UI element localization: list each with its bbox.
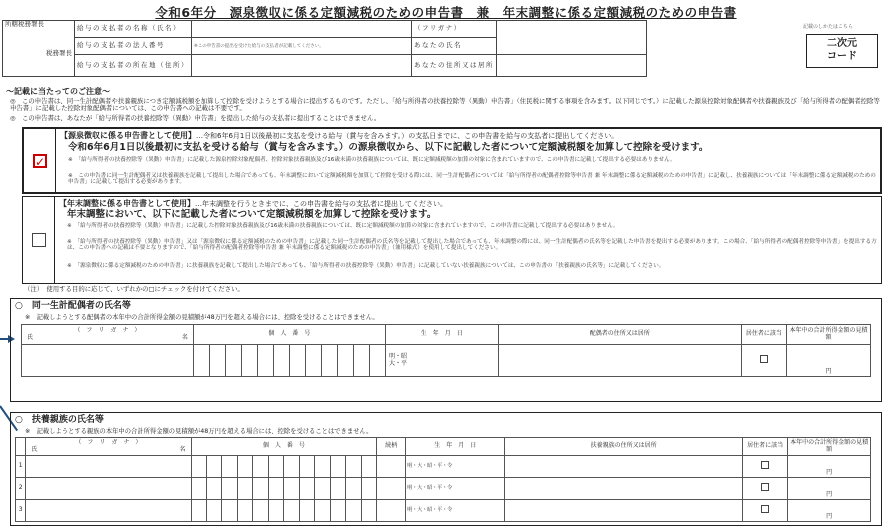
dependents-number-digit[interactable] (299, 456, 314, 478)
dependents-table (15, 437, 871, 522)
payer-number-note: ※この申告書の提出を受けた給与の支払者が記載してください。 (194, 44, 324, 50)
dependents-col-givenname: 名 (179, 445, 186, 453)
dependents-number-digit[interactable] (284, 456, 299, 478)
dependents-number-digit[interactable] (361, 478, 376, 500)
header-table (2, 20, 647, 77)
dependents-row (16, 478, 871, 500)
dependents-resident-checkbox[interactable] (761, 461, 769, 469)
option-year-end-checkbox[interactable] (32, 233, 46, 247)
tax-office-suffix: 税務署長 (46, 49, 72, 58)
note-2: ◎ この申告書は、あなたが「給与所得者の扶養控除等（異動）申告書」を提出した給与の支払者に提出することはできません。 (10, 114, 381, 122)
option-withholding-title: 【源泉徴収に係る申告書として使用】 (60, 131, 196, 140)
dependents-col-name (26, 438, 191, 456)
dependents-number-digit[interactable] (330, 478, 345, 500)
dependents-col-birth: 生 年 月 日 (406, 438, 505, 456)
payer-name-label: 給与の支払者の名称（氏名） (75, 21, 192, 38)
dependents-number-digit[interactable] (346, 456, 361, 478)
option-year-end-note-3: ※ 「源泉徴収に係る定額減税のための申告書」に扶養親族を記載して提出した場合であっても、「給与所得者の扶養控除等（異動）申告書」に記載していない扶養親族については、この申告書の「扶養親族の氏名等」に記載してください。 (67, 263, 665, 269)
dependents-col-surname: 氏 (31, 445, 38, 453)
spouse-number-digit[interactable] (209, 345, 225, 377)
notes-heading: ～記載に当たってのご注意～ (6, 87, 110, 96)
spouse-era-1: 明・昭 (388, 352, 407, 360)
tax-office-label: 所轄税務署長 (5, 20, 44, 28)
spouse-birth-field[interactable] (385, 345, 498, 377)
spouse-col-income: 本年中の合計所得金額の見積額 (786, 325, 870, 345)
spouse-number-digit[interactable] (369, 345, 385, 377)
spouse-col-resident: 居住者に該当 (741, 325, 786, 345)
dependents-birth-field[interactable] (406, 500, 505, 522)
dependents-heading: ○ 扶養親族の氏名等 (15, 415, 104, 425)
document-title: 令和6年分 源泉徴収に係る定額減税のための申告書 兼 年末調整に係る定額減税のための申告書 (155, 5, 737, 20)
spouse-number-digit[interactable] (353, 345, 369, 377)
dependents-number-digit[interactable] (222, 478, 237, 500)
dependents-era: 明・大・昭・平・令 (407, 462, 453, 469)
spouse-table (21, 324, 871, 377)
dependents-relation-field[interactable] (377, 456, 406, 478)
dependents-number-digit[interactable] (284, 500, 299, 522)
option-year-end-note-1: ※ 「給与所得者の扶養控除等（異動）申告書」に記載した控除対象扶養親族及び16歳未満の扶養親族については、既に定額減税額の加算の対象に含まれていますので、この申告書に記載して提出する必要はありません。 (67, 223, 619, 229)
dependents-number-digit[interactable] (207, 456, 222, 478)
dependents-number-digit[interactable] (284, 478, 299, 500)
dependents-row-index: 1 (16, 456, 26, 478)
option-withholding-box (22, 127, 882, 194)
dependents-address-field[interactable] (505, 456, 743, 478)
option-year-end-headline: 年末調整において、以下に記載した者について定額減税額を加算して控除を受けます。 (67, 209, 437, 220)
spouse-heading: ○ 同一生計配偶者の氏名等 (15, 301, 131, 311)
dependents-col-number: 個 人 番 号 (191, 438, 377, 456)
payer-name-field[interactable] (192, 21, 412, 38)
spouse-era-2: 大・平 (388, 359, 407, 367)
instructions-note: 記載のしかたはこちら (803, 24, 854, 30)
dependents-resident-cell (742, 478, 787, 500)
dependents-number-digit[interactable] (253, 500, 268, 522)
payer-address-field[interactable] (192, 55, 412, 77)
your-name-field[interactable] (497, 21, 647, 55)
dependents-resident-checkbox[interactable] (761, 505, 769, 513)
dependents-col-address: 扶養親族の住所又は居所 (505, 438, 743, 456)
dependents-number-digit[interactable] (191, 456, 206, 478)
your-address-field[interactable] (497, 55, 647, 77)
option-withholding-headline: 令和6年6月1日以後最初に支払を受ける給与（賞与を含みます。）の源泉徴収から、以下に記載した者について定額減税額を加算して控除を受けます。 (68, 142, 709, 153)
option-withholding-text (60, 131, 878, 140)
dependents-number-digit[interactable] (346, 478, 361, 500)
dependents-income-field[interactable] (788, 478, 871, 500)
dependents-row (16, 500, 871, 522)
dependents-resident-cell (742, 456, 787, 478)
dependents-number-digit[interactable] (361, 456, 376, 478)
dependents-income-field[interactable] (788, 500, 871, 522)
dependents-address-field[interactable] (505, 478, 743, 500)
spouse-col-givenname: 名 (181, 333, 188, 341)
dependents-number-digit[interactable] (207, 500, 222, 522)
dependents-number-digit[interactable] (237, 478, 252, 500)
dependents-col-furigana: （ フ リ ガ ナ ） (75, 438, 142, 446)
dependents-col-index (16, 438, 26, 456)
your-address-label: あなたの住所又は居所 (412, 55, 497, 77)
dependents-col-relation: 続柄 (377, 438, 406, 456)
note-1: ◎ この申告書は、同一生計配偶者や扶養親族につき定額減税額を加算して控除を受けようとする場合に提出するものです。ただし、「給与所得者の扶養控除等（異動）申告書」（住民税に関する事項を含みます。以下同じです。）に記載した源泉控除対象配偶者や扶養親族及び「給与所得者の配偶者控除等申告書」に記載した控除対象配偶者については、この申告書への記載は不要です。 (10, 97, 880, 113)
payer-number-field[interactable] (192, 38, 412, 55)
dependents-section (10, 412, 882, 526)
dependents-number-digit[interactable] (222, 456, 237, 478)
qr-label-1: 二次元 (827, 38, 857, 49)
spouse-col-birth: 生 年 月 日 (385, 325, 498, 345)
dependents-number-digit[interactable] (253, 456, 268, 478)
option-year-end-text (59, 199, 877, 208)
dependents-number-digit[interactable] (268, 456, 283, 478)
dependents-number-digit[interactable] (330, 456, 345, 478)
dependents-number-digit[interactable] (346, 500, 361, 522)
spouse-col-address: 配偶者の住所又は居所 (498, 325, 741, 345)
dependents-number-digit[interactable] (361, 500, 376, 522)
usage-note: （注） 使用する目的に応じて、いずれかの□にチェックを付けてください。 (24, 285, 244, 293)
dependents-resident-cell (742, 500, 787, 522)
dependents-row-index: 3 (16, 500, 26, 522)
option-year-end-desc: …年末調整を行うときまでに、この申告書を給与の支払者に提出してください。 (195, 200, 447, 208)
option-year-end-title: 【年末調整に係る申告書として使用】 (59, 199, 195, 208)
spouse-number-digit[interactable] (241, 345, 257, 377)
dependents-birth-field[interactable] (406, 456, 505, 478)
spouse-note: ※ 記載しようとする配偶者の本年中の合計所得金額の見積額が48万円を超える場合には、控除を受けることはできません。 (25, 314, 379, 321)
spouse-name-field[interactable] (22, 345, 194, 377)
spouse-resident-checkbox[interactable] (760, 355, 768, 363)
dependents-income-unit: 円 (826, 491, 833, 499)
spouse-col-name (22, 325, 194, 345)
spouse-number-digit[interactable] (273, 345, 289, 377)
dependents-income-field[interactable] (788, 456, 871, 478)
spouse-col-surname: 氏 (27, 333, 34, 341)
dependents-birth-field[interactable] (406, 478, 505, 500)
dependents-col-resident: 居住者に該当 (742, 438, 787, 456)
spouse-col-number: 個 人 番 号 (193, 325, 385, 345)
dependents-number-digit[interactable] (299, 500, 314, 522)
spouse-col-furigana: （ フ リ ガ ナ ） (74, 326, 141, 334)
dependents-relation-field[interactable] (377, 500, 406, 522)
dependents-number-digit[interactable] (315, 478, 330, 500)
dependents-address-field[interactable] (505, 500, 743, 522)
your-name-label: あなたの氏名 (412, 38, 497, 55)
dependents-number-digit[interactable] (191, 500, 206, 522)
dependents-relation-field[interactable] (377, 478, 406, 500)
option-withholding-note-1: ※ 「給与所得者の扶養控除等（異動）申告書」に記載した源泉控除対象配偶者、控除対象扶養親族及び16歳未満の扶養親族については、既に定額減税額の加算の対象に含まれていますので、この申告書に記載して提出する必要はありません。 (68, 157, 676, 163)
qr-code-box[interactable] (806, 34, 878, 68)
dependents-number-digit[interactable] (268, 500, 283, 522)
dependents-number-digit[interactable] (268, 478, 283, 500)
option-year-end-note-2: ※ 「給与所得者の扶養控除等（異動）申告書」又は「源泉徴収に係る定額減税のための申告書」に記載した同一生計配偶者の氏名等を記載して提出した場合であっても、年末調整の際には、同一生計配偶者の氏名等を記載した申告書を提出する必要があります。この場合、「給与所得者の配偶者控除等申告書」を提出する方は、この申告書への記載は不要となりますので、「給与所得者の配偶者控除等申告書 兼 年末調整に係る定額減税のための申告書」（兼用様式）を使用して提出してください。 (67, 239, 877, 252)
option-withholding-checkbox[interactable]: ✓ (35, 155, 46, 169)
qr-label-2: コード (827, 50, 857, 62)
dependents-name-field[interactable] (26, 456, 191, 478)
spouse-number-digit[interactable] (321, 345, 337, 377)
dependents-row (16, 456, 871, 478)
dependents-number-digit[interactable] (315, 456, 330, 478)
spouse-address-field[interactable] (498, 345, 741, 377)
dependents-name-field[interactable] (26, 478, 191, 500)
dependents-era: 明・大・昭・平・令 (407, 484, 453, 491)
dependents-resident-checkbox[interactable] (761, 483, 769, 491)
dependents-income-unit: 円 (826, 513, 833, 521)
dependents-note: ※ 記載しようとする親族の本年中の合計所得金額の見積額が48万円を超える場合には、控除を受けることはできません。 (25, 428, 373, 435)
option-withholding-note-2: ※ この申告書に同一生計配偶者又は扶養親族を記載して提出した場合であっても、年末調整において定額減税額を加算して控除を受ける際には、同一生計配偶者については「給与所得者の配偶者控除等申告書 兼 年末調整に係る定額減税のための申告書」に記載し、扶養親族については「年末調整に係る定額減税のための申告書」に記載して提出する必要があります。 (68, 173, 876, 186)
spouse-number-digit[interactable] (337, 345, 353, 377)
spouse-section (10, 298, 882, 402)
dependents-number-digit[interactable] (222, 500, 237, 522)
spouse-number-digit[interactable] (257, 345, 273, 377)
spouse-number-digit[interactable] (193, 345, 209, 377)
dependents-row-index: 2 (16, 478, 26, 500)
option-withholding-desc: …令和6年6月1日以後最初に支払を受ける給与（賞与を含みます。）の支払日までに、この申告書を給与の支払者に提出してください。 (196, 132, 619, 140)
spouse-income-field[interactable] (786, 345, 870, 377)
dependents-number-digit[interactable] (299, 478, 314, 500)
spouse-resident-cell (741, 345, 786, 377)
dependents-income-unit: 円 (826, 469, 833, 477)
payer-number-label: 給与の支払者の法人番号 (75, 38, 192, 55)
dependents-name-field[interactable] (26, 500, 191, 522)
spouse-number-digit[interactable] (305, 345, 321, 377)
dependents-col-income: 本年中の合計所得金額の見積額 (788, 438, 871, 456)
dependents-number-digit[interactable] (330, 500, 345, 522)
payer-address-label: 給与の支払者の所在地（住所） (75, 55, 192, 77)
dependents-era: 明・大・昭・平・令 (407, 506, 453, 513)
spouse-number-digit[interactable] (225, 345, 241, 377)
spouse-number-digit[interactable] (289, 345, 305, 377)
dependents-number-digit[interactable] (237, 500, 252, 522)
furigana-label: （フリガナ） (412, 21, 497, 38)
dependents-number-digit[interactable] (237, 456, 252, 478)
tax-office-cell (3, 21, 75, 77)
spouse-income-unit: 円 (825, 368, 832, 376)
dependents-number-digit[interactable] (253, 478, 268, 500)
dependents-number-digit[interactable] (315, 500, 330, 522)
dependents-number-digit[interactable] (207, 478, 222, 500)
option-year-end-box (22, 196, 882, 284)
dependents-number-digit[interactable] (191, 478, 206, 500)
